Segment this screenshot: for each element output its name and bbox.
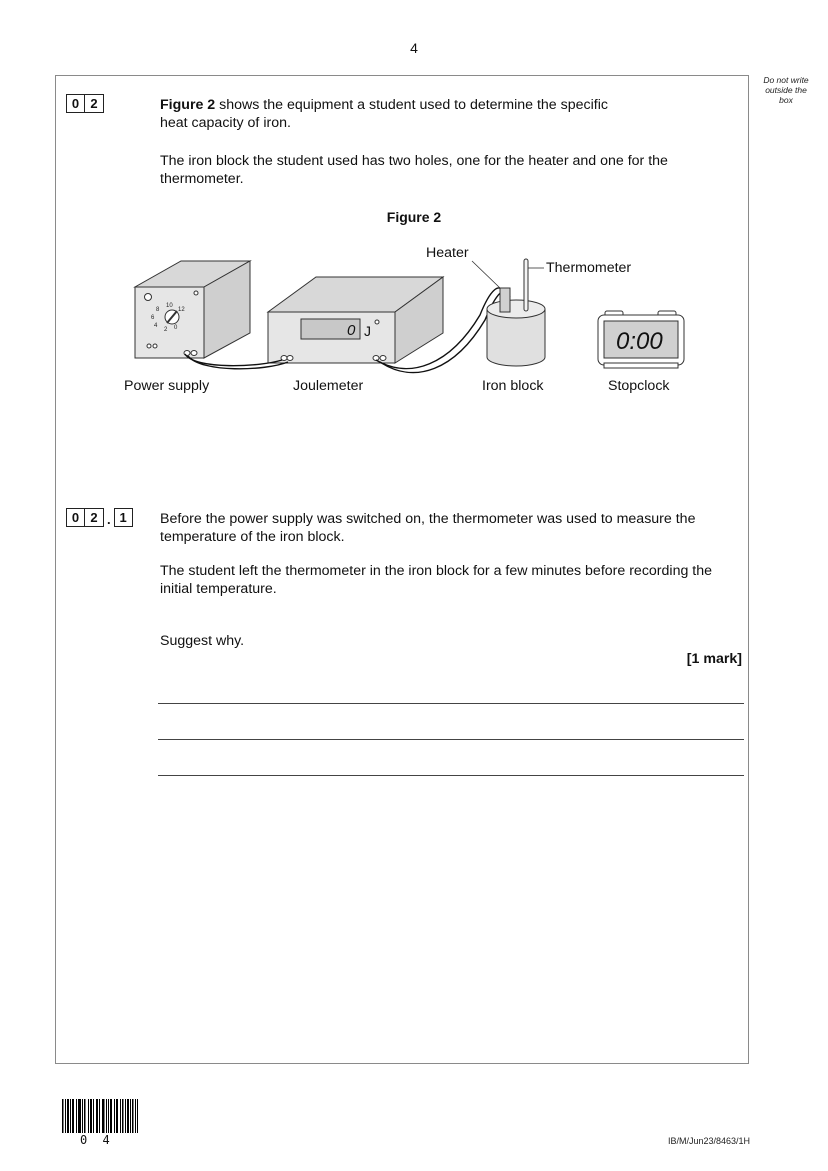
svg-text:J: J <box>364 323 371 339</box>
barcode <box>62 1099 138 1133</box>
question-02-1-prompt: Suggest why. <box>160 633 245 649</box>
question-number-02-1 <box>66 508 133 527</box>
figure-reference: Figure 2 <box>160 97 216 113</box>
answer-line-1[interactable] <box>158 703 744 704</box>
svg-text:0: 0 <box>174 325 178 331</box>
svg-text:10: 10 <box>166 303 173 309</box>
figure-2-apparatus <box>110 235 730 405</box>
label-joulemeter: Joulemeter <box>293 378 364 394</box>
question-digit: 0 <box>66 508 85 527</box>
question-number-02 <box>66 94 104 113</box>
page-number: 4 <box>410 40 418 56</box>
intro-text: shows the equipment a student used to determine the specific heat capacity of iron. <box>160 97 608 131</box>
svg-text:8: 8 <box>156 307 160 313</box>
margin-note: Do not write outside the box <box>763 75 809 105</box>
barcode-number: 0 4 <box>80 1133 114 1147</box>
label-power-supply: Power supply <box>124 378 210 394</box>
question-02-1-paragraph-2: The student left the thermometer in the iron block for a few minutes before recording the initial temperature. <box>160 563 713 597</box>
marks-label: [1 mark] <box>686 651 742 667</box>
svg-text:6: 6 <box>151 315 155 321</box>
question-02-intro <box>160 96 610 132</box>
label-stopclock: Stopclock <box>608 378 670 394</box>
power-supply-icon <box>135 261 250 358</box>
label-iron-block: Iron block <box>482 378 544 394</box>
label-heater: Heater <box>426 245 469 261</box>
answer-line-3[interactable] <box>158 775 744 776</box>
paper-reference: IB/M/Jun23/8463/1H <box>667 1136 750 1146</box>
label-thermometer: Thermometer <box>546 260 632 276</box>
question-digit: 2 <box>85 508 104 527</box>
question-02-1-paragraph-1: Before the power supply was switched on, the thermometer was used to measure the temperature of the iron block. <box>160 511 696 545</box>
stopclock-icon <box>598 311 684 368</box>
question-02-paragraph: The iron block the student used has two holes, one for the heater and one for the thermometer. <box>160 153 668 187</box>
question-digit: 1 <box>114 508 133 527</box>
svg-text:0:00: 0:00 <box>616 328 663 355</box>
svg-text:12: 12 <box>178 307 185 313</box>
question-separator: . <box>107 512 111 527</box>
svg-text:2: 2 <box>164 327 168 333</box>
question-digit: 0 <box>66 94 85 113</box>
svg-text:4: 4 <box>154 323 158 329</box>
figure-title: Figure 2 <box>386 209 442 225</box>
svg-text:0: 0 <box>347 322 356 339</box>
joulemeter-icon <box>268 277 443 363</box>
question-digit: 2 <box>85 94 104 113</box>
iron-block-icon <box>487 259 545 366</box>
answer-line-2[interactable] <box>158 739 744 740</box>
